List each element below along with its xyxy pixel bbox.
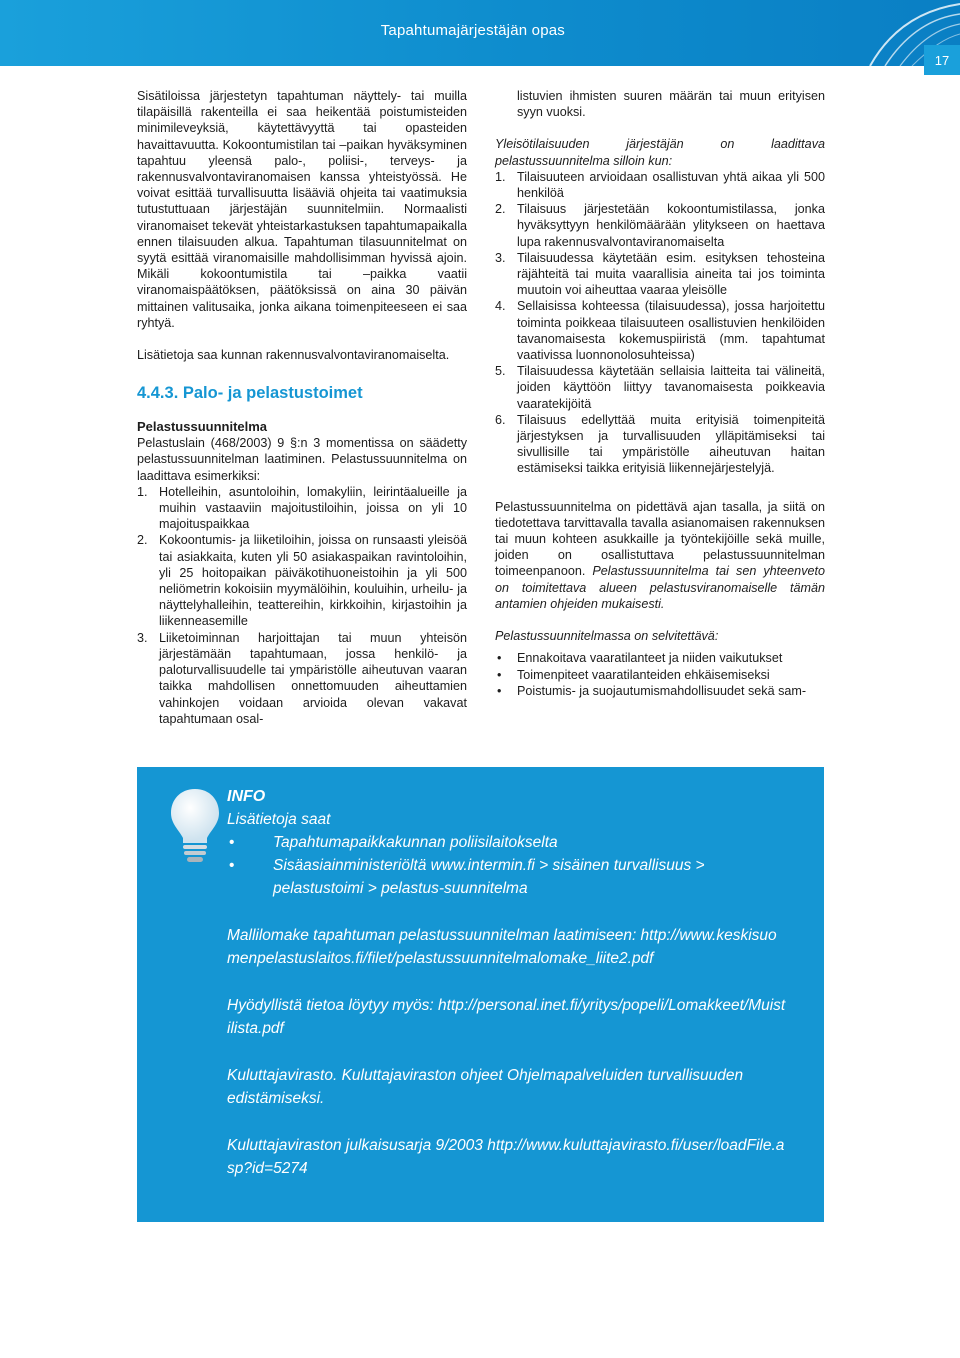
info-box — [137, 767, 824, 1222]
list-item: 3. Liiketoiminnan harjoittajan tai muun yhteisön järjestämään tapahtumaan, jossa henkilö- ja paloturvallisuudelle tai ympäristölle aiheutuvan vaaran taikka mahdollisen onnettomuuden aiheuttamien vahinkojen voidaan arvioida olevan vakavat tapahtumaan osal- — [137, 630, 467, 726]
info-content — [227, 785, 787, 1180]
required-plan-list — [137, 484, 467, 727]
subsection-heading: Pelastussuunnitelma — [137, 419, 268, 435]
info-paragraph-publication: Kuluttajaviraston julkaisusarja 9/2003 http://www.kuluttajavirasto.fi/user/loadFile.asp?id=5274 — [227, 1137, 785, 1177]
header-title: Tapahtumajärjestäjän opas — [380, 22, 565, 39]
left-column — [137, 88, 467, 727]
info-paragraph-consumer: Kuluttajavirasto. Kuluttajaviraston ohjeet Ohjelmapalveluiden turvallisuuden edistämiseksi. — [227, 1067, 744, 1107]
info-paragraph-form: Mallilomake tapahtuman pelastussuunnitelman laatimiseen: http://www.keskisuomenpelastuslaitos.fi/filet/pelastussuunnitelmalomake_liite2.pdf — [227, 927, 777, 967]
info-bullets — [227, 831, 787, 900]
info-paragraph-useful: Hyödyllistä tietoa löytyy myös: http://personal.inet.fi/yritys/popeli/Lomakkeet/Muistilista.pdf — [227, 997, 786, 1037]
list-item: • Toimenpiteet vaaratilanteiden ehkäisemiseksi — [495, 667, 825, 683]
list-item: 1. Tilaisuuteen arvioidaan osallistuvan yhtä aikaa yli 500 henkilöä — [495, 169, 825, 201]
italic-heading: Yleisötilaisuuden järjestäjän on laadittava pelastussuunnitelma silloin kun: — [495, 137, 825, 168]
list-item: 2. Kokoontumis- ja liiketiloihin, joissa on runsaasti yleisöä tai asiakkaita, kuten yli 50 asiakaspaikan ravintoloihin, yli 25 hoitopaikan päiväkotihuoneistoihin ja yli 500 neliömetrin kokoisiin myymälöihin, kouluihin, urheilu- ja näyttelyhalleihin, teattereihin, kirkkoihin, kirjastoihin ja liikenneasemille — [137, 533, 467, 629]
section-heading: 4.4.3. Palo- ja pelastustoimet — [137, 384, 363, 403]
lightbulb-icon — [167, 785, 223, 865]
list-item: • Sisäasiainministeriöltä www.intermin.fi > sisäinen turvallisuus > pelastustoimi > pelastus-suunnitelma — [227, 854, 787, 900]
list-item: 6. Tilaisuus edellyttää muita erityisiä toimenpiteitä järjestyksen ja turvallisuuden ylläpitämiseksi tai sivullisille tai ympäristölle aiheutuvan haitan estämiseksi taikka erityisiä liikennejärjestelyjä. — [495, 412, 825, 476]
law-paragraph: Pelastuslain (468/2003) 9 §:n 3 momentissa on säädetty pelastussuunnitelman laatiminen. Pelastussuunnitelma on laadittava esimerkiksi: — [137, 436, 467, 483]
list-item: • Poistumis- ja suojautumismahdollisuudet sekä sam- — [495, 683, 825, 699]
list-item: 3. Tilaisuudessa käytetään esim. esityksen tehosteina räjähteitä tai muita vaarallisia aineita tai jos toiminta muutoin voi aiheuttaa vaaraa yleisölle — [495, 250, 825, 298]
intro-paragraph: Sisätiloissa järjestetyn tapahtuman näyttely- tai muilla tilapäisillä rakenteilla ei saa heikentää poistumisteiden minimileveyksiä, käytettävyyttä tai opasteiden havaittavuutta. Kokoontumistilan tai –paikan hyväksyminen tapahtuu yleensä palo-, poliisi-, terveys- ja rakennusvalvontaviranomaisen kanssa yhteistyössä. He voivat esittää turvallisuutta lisääviä ohjeita tai vaatimuksia tutustuttuaan järjestäjän suunnitelmiin. Normaalisti viranomaiset tekevät yhteistarkastuksen tapahtumapaikalla ennen tilaisuuden alkua. Tapahtuman tilasuunnitelmat on syytä esittää viranomaisille mahdollisimman hyvissä ajoin. Mikäli kokoontumistila tai –paikka vaatii viranomaispäätöksen, päätöksissä on aina 30 päivän mittainen valitusaika, jonka aikana toimenpiteeseen ei saa ryhtyä. — [137, 89, 467, 330]
list-item: 2. Tilaisuus järjestetään kokoontumistilassa, jonka hyväksyttyyn henkilömäärään ylitykseen on haettava lupa rakennusvalvontaviranomaiselta — [495, 202, 825, 249]
list-item: 1. Hotelleihin, asuntoloihin, lomakyliin, leirintäalueille ja muihin vastaaviin majoitustiloihin, joissa on yli 10 majoituspaikkaa — [137, 484, 467, 532]
list-item: • Tapahtumapaikkakunnan poliisilaitokselta — [227, 831, 787, 854]
italic-heading-2: Pelastussuunnitelmassa on selvitettävä: — [495, 629, 719, 644]
page-header — [0, 0, 960, 66]
right-column — [495, 88, 825, 699]
plan-update-paragraph: Pelastussuunnitelma on pidettävä ajan tasalla, ja siitä on tiedotettava tarvittavalla tavalla asianomaisen rakennuksen tai muun kohteen asukkaille ja työntekijöille sekä muille, joiden on osallistuttava pelastussuunnitelman toimeenpanoon. Pelastussuunnitelma tai sen yhteenveto on toimitettava alueen pelastusviranomaiselle tämän antamien ohjeiden mukaisesti. — [495, 499, 825, 611]
list-item: 5. Tilaisuudessa käytetään sellaisia laitteita tai välineitä, joiden käyttöön liittyy tavanomaisesta poikkeavia vaaratekijöitä — [495, 364, 825, 411]
list-item: 4. Sellaisissa kohteessa (tilaisuudessa), jossa harjoitettu toiminta poikkeaa tilaisuuteen osallistuvien henkilöiden tavanomaisesta kokemuspiiristä (mm. tapahtumat vaativissa luonnonolosuhteissa) — [495, 299, 825, 363]
plan-contents-list — [495, 650, 825, 699]
event-plan-list — [495, 169, 825, 477]
info-title: INFO — [227, 788, 266, 805]
info-lead: Lisätietoja saat — [227, 811, 331, 828]
page-number: 17 — [924, 45, 960, 75]
more-info-paragraph: Lisätietoja saa kunnan rakennusvalvontaviranomaiselta. — [137, 348, 450, 363]
continued-text: listuvien ihmisten suuren määrän tai muun erityisen syyn vuoksi. — [517, 89, 825, 120]
list-item: • Ennakoitava vaaratilanteet ja niiden vaikutukset — [495, 650, 825, 666]
